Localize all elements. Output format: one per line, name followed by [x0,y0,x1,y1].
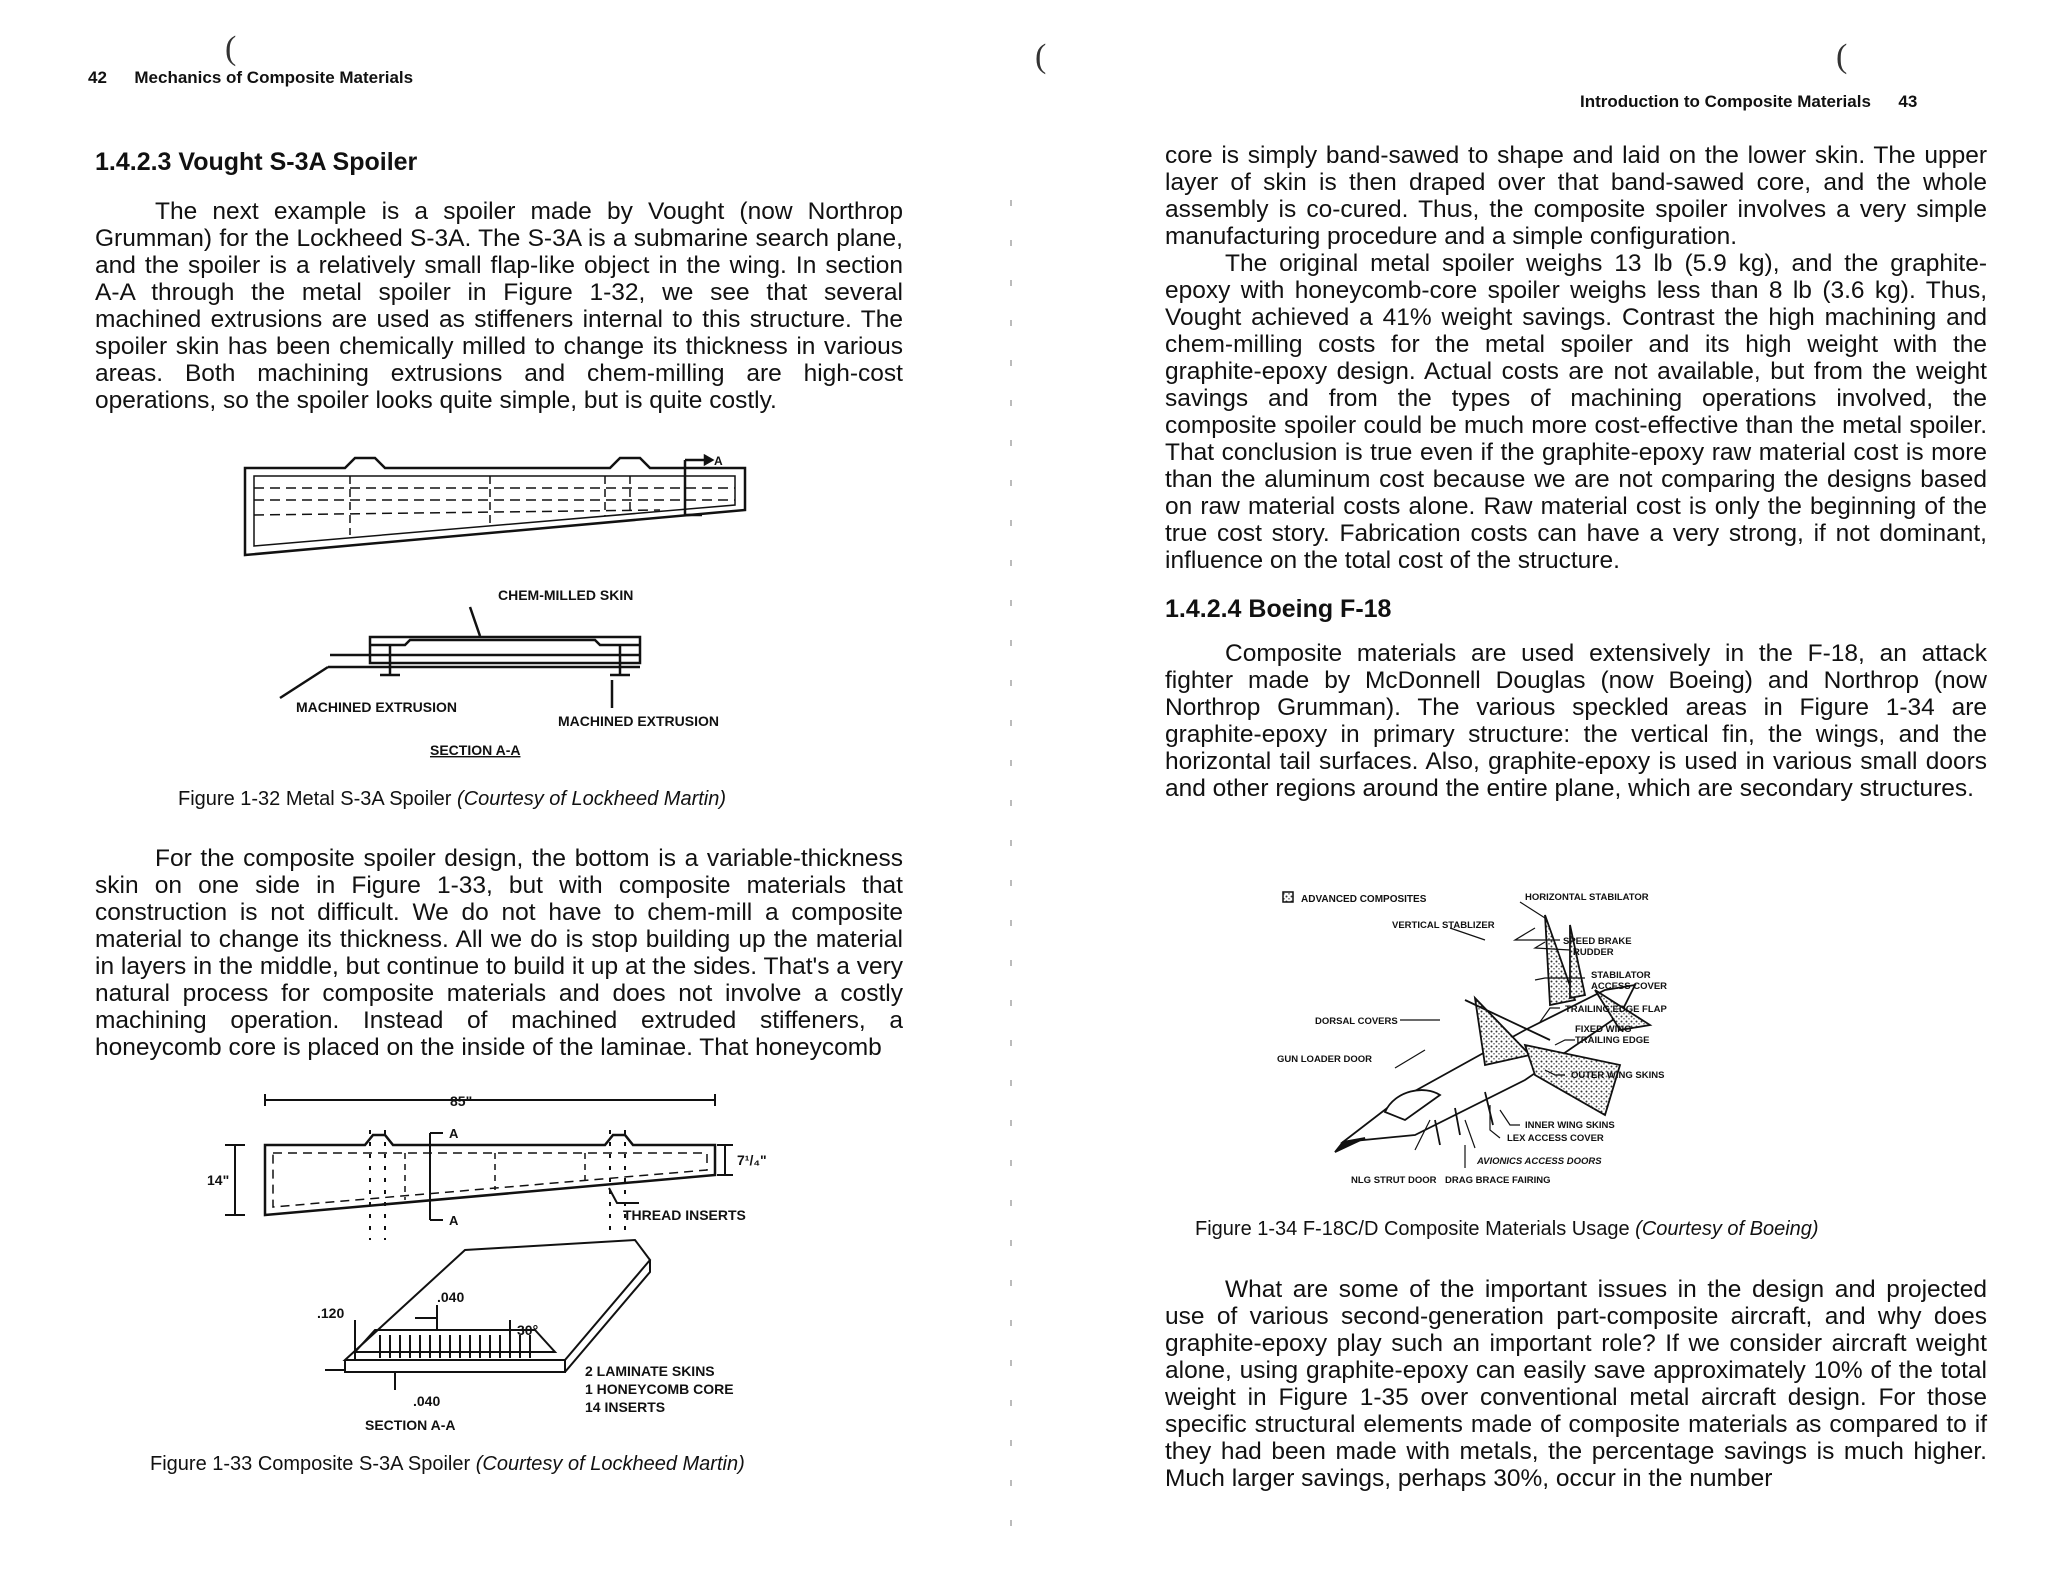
section-heading-boeing: 1.4.2.4 Boeing F-18 [1165,595,1392,623]
section-arrow-label-a: A [714,454,723,468]
left-paragraph-2: For the composite spoiler design, the bottom is a variable-thickness skin on one side in Figure 1-33, but with composite materials that construction is not difficult. We do not have to chem-mill a composite material to change its thickness. All we do is stop building up the material in layers in the middle, but continue to build it up at the sides. That's a very natural process for composite materials and does not involve a costly machining operation. Instead of machined extruded stiffeners, a honeycomb core is placed on the inside of the laminae. That honeycomb [95,845,903,1061]
figure-1-34-caption: Figure 1-34 F-18C/D Composite Materials Usage (Courtesy of Boeing) [1195,1218,1819,1240]
note-honeycomb-core: 1 HONEYCOMB CORE [585,1381,734,1397]
right-page [1020,0,2048,1582]
dimension-85: 85" [450,1093,473,1109]
note-inserts: 14 INSERTS [585,1399,666,1415]
right-running-title: Introduction to Composite Materials [1580,92,1871,111]
left-running-head [88,68,413,88]
figure-1-32-caption: Figure 1-32 Metal S-3A Spoiler (Courtesy of Lockheed Martin) [178,788,727,810]
note-laminate-skins: 2 LAMINATE SKINS [585,1363,715,1379]
left-paragraph-1: The next example is a spoiler made by Vought (now Northrop Grumman) for the Lockheed S-3A. The S-3A is a submarine search plane, and the spoiler is a relatively small flap-like object in the wing. In section A-A through the metal spoiler in Figure 1-32, we see that several machined extrusions are used as stiffeners internal to this structure. The spoiler skin has been chemically milled to change its thickness in various areas. Both machining extrusions and chem-milling are high-cost operations, so the spoiler looks quite simple, but is quite costly. [95,198,903,414]
right-paragraph-1: core is simply band-sawed to shape and laid on the lower skin. The upper layer of skin is then draped over that band-sawed core, and the whole assembly is co-cured. Thus, the composite spoiler involves a very simple manufacturing procedure and a simple configuration. [1165,142,1987,250]
arrow-a-top: A [449,1126,459,1141]
label-speed-brake: SPEED BRAKE [1563,936,1632,947]
label-drag-brace-fairing: DRAG BRACE FAIRING [1445,1175,1551,1186]
right-running-head [1580,92,1917,112]
scan-mark-center: ( [1035,38,1047,75]
label-trailing-edge-flap: TRAILING EDGE FLAP [1565,1004,1667,1015]
chem-milled-skin-label: CHEM-MILLED SKIN [498,587,634,603]
dimension-14: 14" [207,1172,230,1188]
dimension-7-quarter: 7¹/₄" [737,1152,767,1168]
section-heading-vought: 1.4.2.3 Vought S-3A Spoiler [95,148,418,176]
section-aa-drawing [280,607,640,708]
thread-inserts-label: THREAD INSERTS [623,1207,746,1223]
dim-30-degrees: 30° [517,1322,539,1338]
label-access-cover: ACCESS COVER [1591,981,1668,992]
right-page-number: 43 [1898,92,1918,111]
label-outer-wing-skins: OUTER WING SKINS [1571,1070,1665,1081]
left-running-title: Mechanics of Composite Materials [134,68,414,87]
label-vertical-stabilizer: VERTICAL STABLIZER [1392,920,1495,931]
left-page-number: 42 [88,68,107,87]
arrow-a-bottom: A [449,1213,459,1228]
figure-1-33-caption: Figure 1-33 Composite S-3A Spoiler (Courtesy of Lockheed Martin) [150,1453,745,1475]
label-dorsal-covers: DORSAL COVERS [1315,1016,1398,1027]
label-stabilator: STABILATOR [1591,970,1651,981]
label-fixed-wing: FIXED WING [1575,1024,1632,1035]
label-avionics-access-doors: AVIONICS ACCESS DOORS [1477,1156,1602,1167]
machined-extrusion-label-right: MACHINED EXTRUSION [558,713,720,729]
section-aa-label-2: SECTION A-A [365,1417,456,1430]
label-nlg-strut-door: NLG STRUT DOOR [1351,1175,1437,1186]
label-lex-access-cover: LEX ACCESS COVER [1507,1133,1604,1144]
scan-mark-left: ( [225,30,237,67]
figure-1-34 [1275,880,1835,1210]
right-paragraph-3: Composite materials are used extensively in the F-18, an attack fighter made by McDonnell Douglas (now Boeing) and Northrop (now Northrop Grumman). The various speckled areas in Figure 1-34 are graphite-epoxy in primary structure: the vertical fin, the wings, and the horizontal tail surfaces. Also, graphite-epoxy is used in various small doors and other regions around the entire plane, which are secondary structures. [1165,640,1987,802]
legend-advanced-composites: ADVANCED COMPOSITES [1301,894,1427,905]
page-gutter [1010,200,1012,1560]
dim-120: .120 [317,1305,345,1321]
section-aa-label: SECTION A-A [430,742,521,758]
right-paragraph-4: What are some of the important issues in the design and projected use of various second-generation part-composite aircraft, and why does graphite-epoxy play such an important role? If we consider aircraft weight alone, using graphite-epoxy can easily save approximately 10% of the total weight in Figure 1-35 over conventional metal aircraft design. For those specific structural elements made of composite materials as compared to if they had been made with metals, the percentage savings is much higher. Much larger savings, perhaps 30%, occur in the number [1165,1276,1987,1492]
figure-1-33 [205,1090,825,1430]
label-trailing-edge: TRAILING EDGE [1575,1035,1650,1046]
label-gun-loader-door: GUN LOADER DOOR [1277,1054,1372,1065]
legend-swatch [1283,892,1293,902]
label-inner-wing-skins: INNER WING SKINS [1525,1120,1615,1131]
machined-extrusion-label-left: MACHINED EXTRUSION [296,699,458,715]
dim-040-bottom: .040 [413,1393,441,1409]
left-page [0,0,1000,1582]
dim-040-top: .040 [437,1289,465,1305]
metal-spoiler-planform [245,456,745,555]
scan-mark-right: ( [1836,38,1848,75]
label-rudder: RUDDER [1573,947,1614,958]
label-horizontal-stabilator: HORIZONTAL STABILATOR [1525,892,1649,903]
figure-1-32 [240,440,760,770]
right-paragraph-2: The original metal spoiler weighs 13 lb (5.9 kg), and the graphite-epoxy with honeycomb-core spoiler weighs less than 8 lb (3.6 kg). Thus, Vought achieved a 41% weight savings. Contrast the high machining and chem-milling costs for the metal spoiler and its high weight with the graphite-epoxy design. Actual costs are not available, but from the weight savings and from the types of machining operations involved, the composite spoiler could be much more cost-effective than the metal spoiler. That conclusion is true even if the graphite-epoxy raw material cost is more than the aluminum cost because we are not comparing the designs based on raw material costs alone. Raw material cost is only the beginning of the true cost story. Fabrication costs can have a very strong, if not dominant, influence on the total cost of the structure. [1165,250,1987,574]
